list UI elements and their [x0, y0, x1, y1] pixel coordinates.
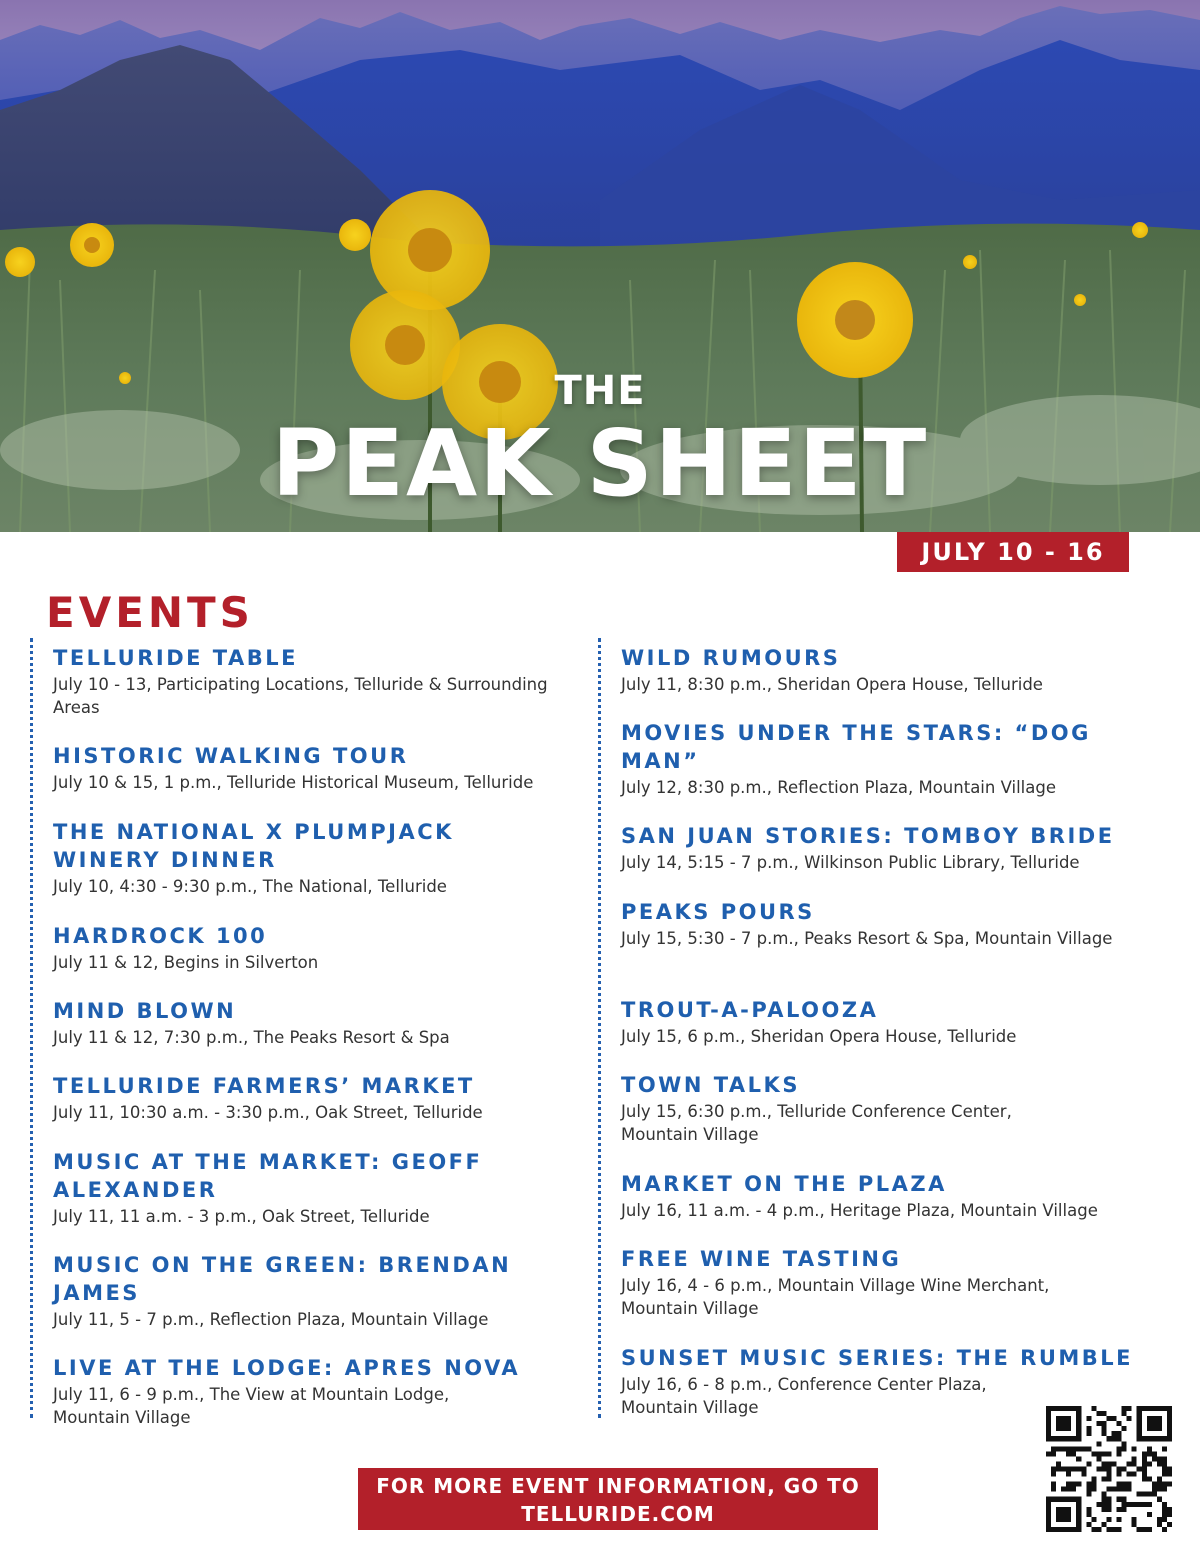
event-detail: July 11, 8:30 p.m., Sheridan Opera House, Telluride — [621, 675, 1043, 694]
event-detail: July 10 - 13, Participating Locations, Telluride & Surrounding Areas — [53, 675, 548, 717]
event-detail: July 16, 4 - 6 p.m., Mountain Village Wine Merchant, Mountain Village — [621, 1276, 1050, 1318]
event-title: TROUT-A-PALOOZA — [621, 998, 879, 1022]
event-title: HARDROCK 100 — [53, 924, 268, 948]
event-detail: July 11, 5 - 7 p.m., Reflection Plaza, Mountain Village — [53, 1310, 489, 1329]
event-item — [621, 898, 1151, 950]
event-title: MUSIC ON THE GREEN: BRENDAN JAMES — [53, 1253, 512, 1305]
event-detail: July 11 & 12, Begins in Silverton — [53, 953, 319, 972]
event-item — [621, 996, 1151, 1048]
event-item — [53, 1072, 583, 1124]
title-small: THE — [554, 368, 646, 414]
event-detail: July 14, 5:15 - 7 p.m., Wilkinson Public Library, Telluride — [621, 853, 1080, 872]
date-range-badge: JULY 10 - 16 — [897, 532, 1129, 572]
event-detail: July 11, 6 - 9 p.m., The View at Mountain Lodge, Mountain Village — [53, 1385, 450, 1427]
event-item — [53, 922, 583, 974]
hero-title — [0, 0, 1200, 532]
event-title: THE NATIONAL X PLUMPJACK WINERY DINNER — [53, 820, 454, 872]
event-item — [621, 719, 1151, 799]
hero-image — [0, 0, 1200, 532]
event-title: WILD RUMOURS — [621, 646, 841, 670]
event-detail: July 10 & 15, 1 p.m., Telluride Historical Museum, Telluride — [53, 773, 534, 792]
event-item — [621, 644, 1151, 696]
events-heading: EVENTS — [46, 588, 254, 637]
event-title: PEAKS POURS — [621, 900, 815, 924]
event-title: MOVIES UNDER THE STARS: “DOG MAN” — [621, 721, 1091, 773]
event-detail: July 16, 11 a.m. - 4 p.m., Heritage Plaza, Mountain Village — [621, 1201, 1098, 1220]
qr-code-icon[interactable] — [1046, 1406, 1172, 1532]
event-item — [53, 1251, 583, 1331]
event-detail: July 15, 5:30 - 7 p.m., Peaks Resort & Spa, Mountain Village — [621, 929, 1113, 948]
event-detail: July 12, 8:30 p.m., Reflection Plaza, Mountain Village — [621, 778, 1057, 797]
event-item — [621, 1245, 1151, 1320]
event-item — [53, 1354, 583, 1429]
event-detail: July 15, 6 p.m., Sheridan Opera House, Telluride — [621, 1027, 1017, 1046]
event-detail: July 10, 4:30 - 9:30 p.m., The National, Telluride — [53, 877, 447, 896]
more-info-link[interactable]: TELLURIDE.COM — [521, 1502, 715, 1526]
event-detail: July 11, 10:30 a.m. - 3:30 p.m., Oak Street, Telluride — [53, 1103, 483, 1122]
event-title: MIND BLOWN — [53, 999, 237, 1023]
event-detail: July 15, 6:30 p.m., Telluride Conference Center, Mountain Village — [621, 1102, 1012, 1144]
event-item — [53, 644, 583, 719]
event-item — [53, 818, 583, 898]
events-left-column — [30, 638, 590, 1427]
event-item — [621, 1071, 1151, 1146]
event-title: HISTORIC WALKING TOUR — [53, 744, 409, 768]
event-detail: July 16, 6 - 8 p.m., Conference Center Plaza, Mountain Village — [621, 1375, 987, 1417]
event-title: TOWN TALKS — [621, 1073, 800, 1097]
event-title: FREE WINE TASTING — [621, 1247, 902, 1271]
events-right-column — [598, 638, 1158, 1418]
event-item — [53, 997, 583, 1049]
event-detail: July 11, 11 a.m. - 3 p.m., Oak Street, Telluride — [53, 1207, 430, 1226]
event-item — [621, 1170, 1151, 1222]
title-main: PEAK SHEET — [271, 410, 929, 517]
event-item — [53, 742, 583, 794]
event-title: SAN JUAN STORIES: TOMBOY BRIDE — [621, 824, 1115, 848]
event-title: SUNSET MUSIC SERIES: THE RUMBLE — [621, 1346, 1134, 1370]
more-info-line1: FOR MORE EVENT INFORMATION, GO TO — [376, 1474, 860, 1498]
event-title: MARKET ON THE PLAZA — [621, 1172, 947, 1196]
event-title: LIVE AT THE LODGE: APRES NOVA — [53, 1356, 521, 1380]
event-item — [53, 1148, 583, 1228]
event-title: TELLURIDE TABLE — [53, 646, 298, 670]
event-detail: July 11 & 12, 7:30 p.m., The Peaks Resort & Spa — [53, 1028, 450, 1047]
event-item — [621, 822, 1151, 874]
more-info-banner[interactable] — [358, 1468, 878, 1530]
event-title: MUSIC AT THE MARKET: GEOFF ALEXANDER — [53, 1150, 483, 1202]
event-title: TELLURIDE FARMERS’ MARKET — [53, 1074, 475, 1098]
